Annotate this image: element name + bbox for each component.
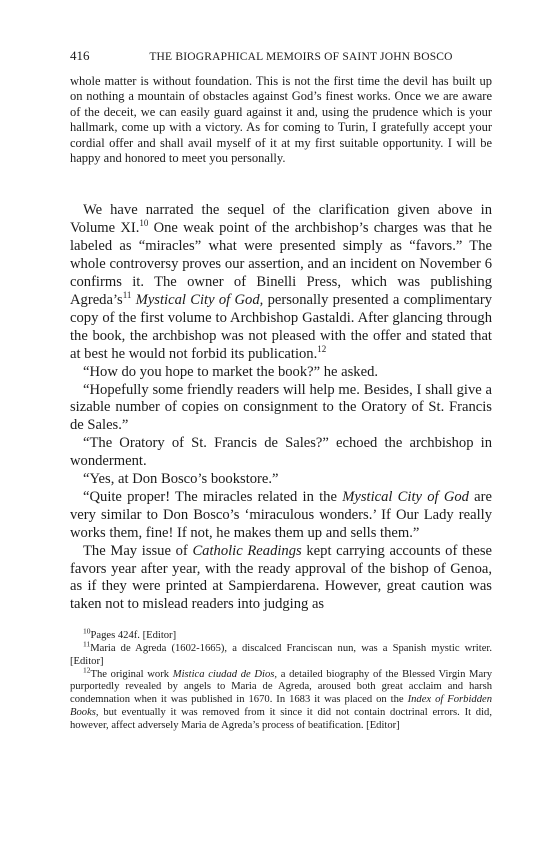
footnote-ref: 10	[139, 218, 149, 229]
paragraph: “How do you hope to market the book?” he asked.	[83, 363, 379, 380]
paragraph: We have narrated the sequel of the clarification given above in Volume XI.$^{10}$ One weak point of the archbishop’s charges was that he labeled as “miracles” what were presented simply as “favors.” The whole controversy proves our assertion, and an incident on November 6 confirms it. The owner of Binelli Press, which was publishing $Agreda’s^{11}$ Mystical City of God, personally presented a complimentary copy of the first volume to Archbishop Gastaldi. After glancing through the book, the archbishop was not pleased with the offer and stated that at best he would not forbid its publication.$^{12}$	[70, 202, 493, 362]
footnote-ref: 11	[122, 290, 132, 301]
running-header	[70, 48, 492, 64]
paragraph: “Yes, at Don Bosco’s bookstore.”	[83, 471, 279, 488]
footnote: $^{11}$Maria de Agreda (1602-1665), a discalced Franciscan nun, was a Spanish mystic writer. [Editor]	[70, 639, 492, 667]
book-page	[70, 48, 492, 733]
page-number: 416	[70, 48, 90, 63]
footnotes	[70, 626, 493, 732]
footnote: $^{10}$Pages 424f. [Editor]	[83, 626, 177, 642]
book-title: Mystical City of God	[342, 488, 469, 505]
footnote: $^{12}$The original work Mistica ciudad de Dios, a detailed biography of the Blessed Virgin Mary purportedly revealed by angels to Maria de Agreda, aroused both great acclaim and harsh condemnation when it was published in 1670. In 1683 it was placed on the Index of Forbidden Books, but eventually it was removed from it since it did not contain doctrinal errors. It did, however, affect adversely Maria de Agreda’s process of beatification. [Editor]	[70, 665, 493, 731]
periodical-title: Catholic Readings	[192, 542, 302, 559]
footnote-ref: 12	[317, 343, 327, 354]
running-title: THE BIOGRAPHICAL MEMOIRS OF SAINT JOHN BOSCO	[149, 51, 453, 63]
paragraph: “Quite proper! The miracles related in the Mystical City of God are very similar to Don Bosco’s ‘miraculous wonders.’ If Our Lady really works them, fine! If not, he makes them up and sells them.”	[70, 488, 492, 541]
main-text	[70, 202, 492, 614]
paragraph: The May issue of Catholic Readings kept carrying accounts of these favors year after year, with the ready approval of the bishop of Genoa, as if they were printed at Sampierdarena. However, great caution was taken not to mislead readers into judging as	[70, 542, 492, 613]
letter-excerpt: whole matter is without foundation. This is not the first time the devil has built up on nothing a mountain of obstacles against God’s finest works. Once we are aware of the deceit, we can easily guard against it and, using the prudence which is your hallmark, come up with a victory. As for coming to Turin, I gratefully accept your cordial offer and shall avail myself of it at my first suitable opportunity. I will be happy and honored to meet you personally.	[70, 74, 492, 166]
paragraph: “The Oratory of St. Francis de Sales?” echoed the archbishop in wonderment.	[70, 435, 492, 470]
book-title: Mystical City of God,	[135, 291, 264, 308]
paragraph: “Hopefully some friendly readers will help me. Besides, I shall give a sizable number of copies on consignment to the Oratory of St. Francis de Sales.”	[70, 381, 492, 434]
